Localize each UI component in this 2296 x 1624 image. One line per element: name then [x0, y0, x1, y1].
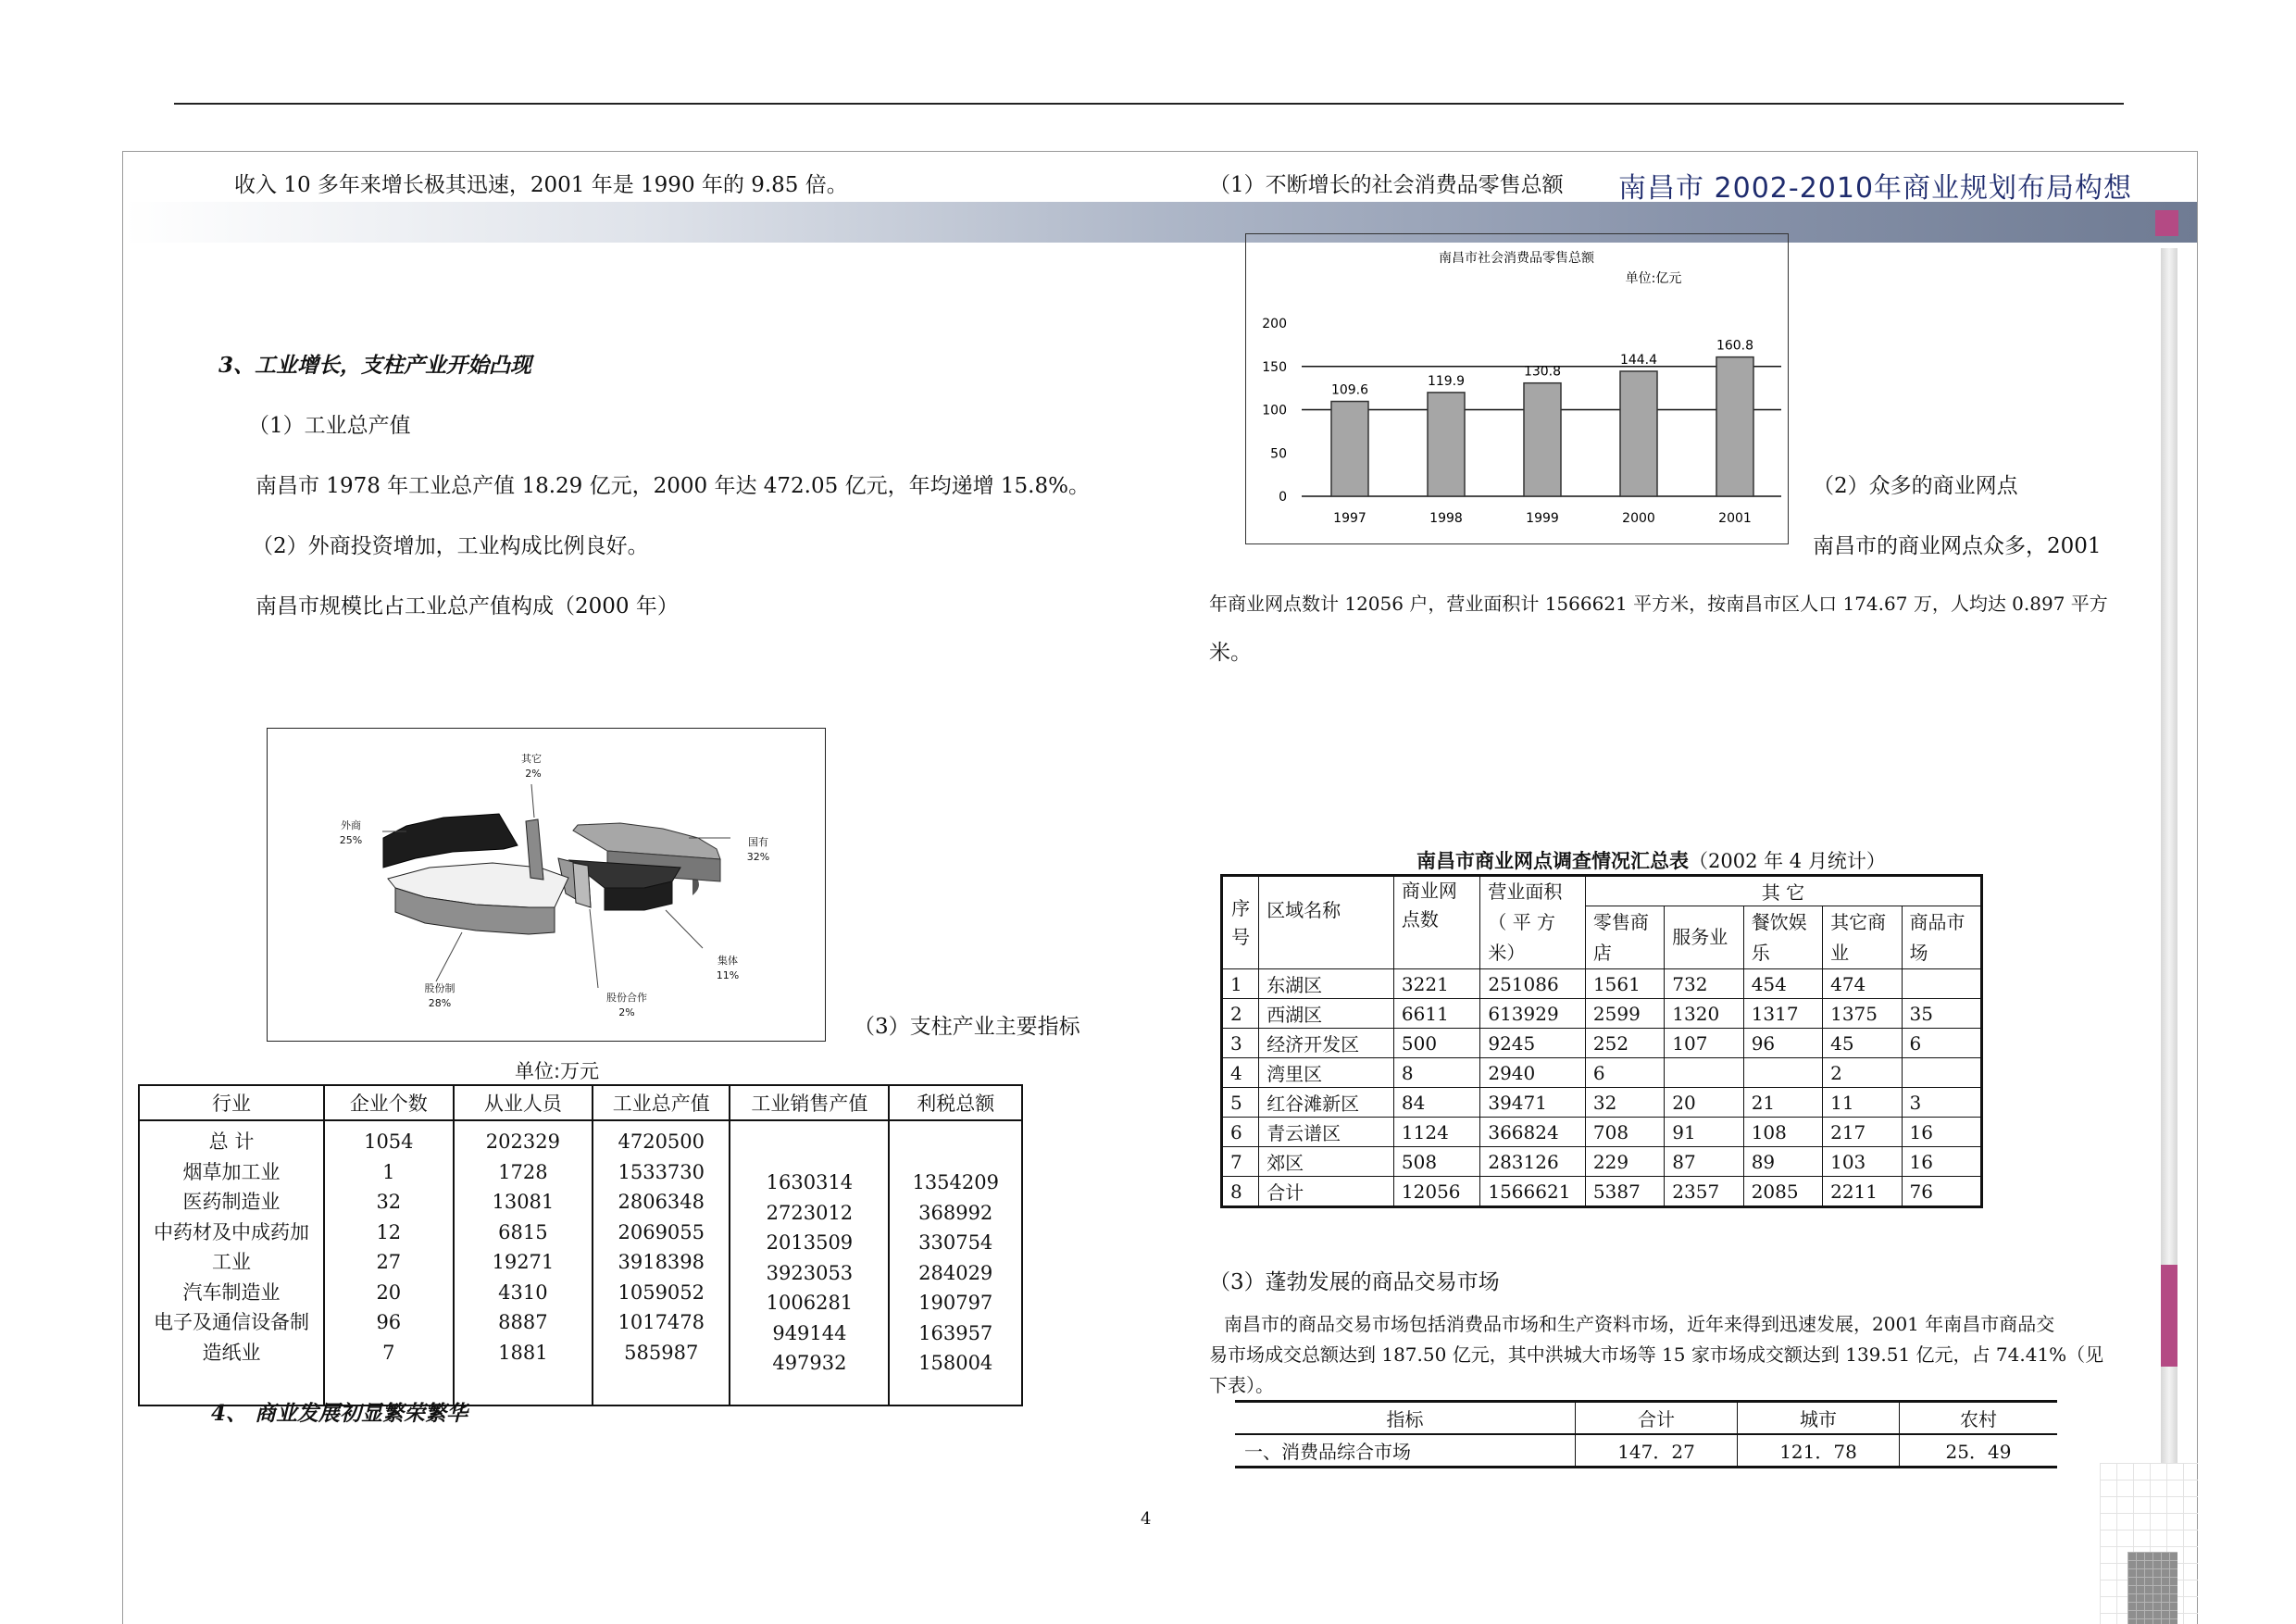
chart-y-tick-label: 50 — [1270, 446, 1287, 462]
net-cell: 91 — [1665, 1118, 1743, 1147]
pie-label-gufenzhi: 股份制 — [424, 982, 455, 994]
net-area-name: 湾里区 — [1259, 1058, 1394, 1088]
net-cell: 103 — [1823, 1147, 1902, 1177]
net-cell: 9245 — [1480, 1029, 1586, 1058]
net-cell: 1124 — [1393, 1118, 1479, 1147]
chart-unit: 单位:亿元 — [1625, 271, 1682, 286]
subheading-industrial-output: （1）工业总产值 — [248, 414, 411, 438]
enterprise-count: 12 — [376, 1220, 402, 1243]
pie-chart — [268, 729, 825, 1041]
chart-bar — [1331, 402, 1368, 496]
net-cell: 5 — [1222, 1088, 1259, 1118]
net-area-name: 红谷滩新区 — [1259, 1088, 1394, 1118]
net-cell: 84 — [1393, 1088, 1479, 1118]
chart-x-tick-label: 2001 — [1718, 511, 1752, 526]
net-cell: 1375 — [1823, 999, 1902, 1029]
paragraph-outlets-3: 米。 — [1209, 641, 1252, 665]
net-cell: 1 — [1222, 969, 1259, 999]
pie-leader-qita — [531, 784, 534, 818]
chart-data-label: 109.6 — [1330, 382, 1369, 398]
employee-count: 1881 — [498, 1341, 548, 1364]
employee-count: 19271 — [492, 1251, 555, 1273]
side-bar-accent — [2161, 1265, 2177, 1367]
chart-x-tick-label: 1997 — [1333, 511, 1366, 526]
net-cell: 4 — [1222, 1058, 1259, 1088]
net-table — [1220, 874, 1983, 1208]
pie-leader-gufenhezuo — [590, 909, 598, 988]
output-value: 2069055 — [618, 1220, 705, 1243]
chart-x-tick-label: 1998 — [1429, 511, 1463, 526]
chart-data-label: 130.8 — [1523, 364, 1562, 380]
net-cell: 108 — [1743, 1118, 1822, 1147]
paragraph-outlets-2: 年商业网点数计 12056 户，营业面积计 1566621 平方米，按南昌市区人口 174.67 万，人均达 0.897 平方 — [1209, 593, 2108, 615]
industry-name: 电子及通信设备制 — [153, 1311, 309, 1333]
output-value: 4720500 — [618, 1131, 705, 1153]
net-header-retail: 零售商店 — [1585, 906, 1664, 969]
enterprise-count: 1 — [382, 1160, 395, 1183]
tax-value: 190797 — [918, 1292, 993, 1314]
net-cell: 366824 — [1480, 1118, 1586, 1147]
net-cell: 1320 — [1665, 999, 1743, 1029]
net-cell: 1561 — [1585, 969, 1664, 999]
net-cell: 21 — [1743, 1088, 1822, 1118]
net-table-row — [1222, 1029, 1982, 1058]
pie-pct-gufenzhi: 28% — [428, 997, 452, 1009]
net-area-name: 经济开发区 — [1259, 1029, 1394, 1058]
net-cell — [1743, 1058, 1822, 1088]
corner-block — [2128, 1552, 2177, 1624]
employee-count: 6815 — [498, 1220, 548, 1243]
enterprise-count: 32 — [376, 1191, 402, 1213]
top-rule — [174, 103, 2124, 105]
industry-name: 汽车制造业 — [182, 1280, 281, 1304]
net-cell: 3 — [1222, 1029, 1259, 1058]
net-cell: 12056 — [1393, 1177, 1479, 1207]
net-table-row — [1222, 1177, 1982, 1207]
chart-y-tick-label: 100 — [1262, 403, 1287, 418]
output-value: 3918398 — [618, 1251, 705, 1273]
pie-leader-gufenzhi — [436, 932, 462, 981]
net-cell: 5387 — [1585, 1177, 1664, 1207]
header-band — [123, 202, 2197, 243]
chart-y-tick-label: 150 — [1262, 359, 1287, 375]
net-cell: 32 — [1585, 1088, 1664, 1118]
market-table — [1235, 1400, 2057, 1468]
net-cell: 45 — [1823, 1029, 1902, 1058]
net-cell: 3 — [1902, 1088, 1981, 1118]
output-value: 1017478 — [618, 1311, 705, 1333]
pie-slice-waishang — [383, 814, 518, 868]
net-cell: 2599 — [1585, 999, 1664, 1029]
net-area-name: 青云谱区 — [1259, 1118, 1394, 1147]
pie-label-gufenhezuo: 股份合作 — [606, 992, 647, 1004]
employee-count: 4310 — [498, 1280, 548, 1304]
header-output: 工业总产值 — [593, 1085, 730, 1120]
paragraph-markets-3: 下表）。 — [1209, 1374, 1274, 1396]
net-header-other-commerce: 其它商业 — [1823, 906, 1902, 969]
net-cell: 2211 — [1823, 1177, 1902, 1207]
tax-value: 284029 — [918, 1261, 993, 1284]
net-cell: 6 — [1222, 1118, 1259, 1147]
net-header-dining: 餐饮娱乐 — [1743, 906, 1822, 969]
net-cell: 107 — [1665, 1029, 1743, 1058]
net-table-row — [1222, 1058, 1982, 1088]
paragraph-industrial-output: 南昌市 1978 年工业总产值 18.29 亿元，2000 年达 472.05 亿元，年均递增 15.8%。 — [256, 474, 1090, 498]
tax-value: 330754 — [918, 1231, 993, 1254]
net-header-count: 商业网点数 — [1393, 876, 1479, 969]
pie-label-waishang: 外商 — [341, 819, 361, 831]
net-cell: 8 — [1222, 1177, 1259, 1207]
net-cell — [1902, 969, 1981, 999]
enterprise-count: 20 — [376, 1280, 402, 1304]
sales-value: 3923053 — [766, 1261, 854, 1284]
net-cell: 229 — [1585, 1147, 1664, 1177]
chart-y-tick-label: 0 — [1279, 490, 1287, 505]
chart-data-label: 160.8 — [1716, 338, 1754, 354]
industry-name: 造纸业 — [202, 1341, 261, 1364]
net-area-name: 郊区 — [1259, 1147, 1394, 1177]
net-cell: 1566621 — [1480, 1177, 1586, 1207]
pie-label-guoyou: 国有 — [748, 836, 768, 848]
net-area-name: 东湖区 — [1259, 969, 1394, 999]
industry-name: 工业 — [211, 1251, 251, 1273]
market-table-header — [1235, 1402, 2057, 1435]
chart-data-label: 119.9 — [1427, 373, 1466, 389]
market-table-row — [1235, 1434, 2057, 1468]
net-cell: 89 — [1743, 1147, 1822, 1177]
sales-value: 2013509 — [766, 1231, 854, 1254]
net-cell: 2940 — [1480, 1058, 1586, 1088]
industry-name: 中药材及中成药加 — [153, 1220, 309, 1243]
net-table-row — [1222, 969, 1982, 999]
paragraph-composition: 南昌市规模比占工业总产值构成（2000 年） — [256, 594, 679, 618]
employee-count: 13081 — [492, 1191, 555, 1213]
market-row-total: 147．27 — [1576, 1434, 1738, 1468]
net-header-markets: 商品市场 — [1902, 906, 1981, 969]
market-header-total: 合计 — [1576, 1402, 1738, 1435]
employee-count: 202329 — [485, 1131, 560, 1153]
net-cell: 16 — [1902, 1118, 1981, 1147]
header-industry: 行业 — [139, 1085, 324, 1120]
net-table-row — [1222, 1088, 1982, 1118]
market-row-city: 121．78 — [1738, 1434, 1900, 1468]
subheading-commercial-outlets: （2）众多的商业网点 — [1813, 474, 2018, 498]
net-cell: 2 — [1222, 999, 1259, 1029]
net-cell: 96 — [1743, 1029, 1822, 1058]
industry-name: 医药制造业 — [182, 1191, 281, 1213]
net-area-name: 合计 — [1259, 1177, 1394, 1207]
enterprise-count: 1054 — [364, 1131, 414, 1153]
subheading-foreign-investment: （2）外商投资增加，工业构成比例良好。 — [252, 534, 649, 558]
header-employees: 从业人员 — [454, 1085, 593, 1120]
net-cell — [1902, 1058, 1981, 1088]
sales-value: 2723012 — [766, 1201, 854, 1224]
pie-pct-guoyou: 32% — [746, 851, 770, 863]
net-cell: 251086 — [1480, 969, 1586, 999]
industry-name: 烟草加工业 — [182, 1160, 281, 1183]
net-cell: 732 — [1665, 969, 1743, 999]
net-cell: 76 — [1902, 1177, 1981, 1207]
chart-x-tick-label: 2000 — [1622, 511, 1655, 526]
section-3-heading: 3、工业增长，支柱产业开始凸现 — [218, 353, 532, 378]
pie-pct-waishang: 25% — [339, 834, 363, 846]
chart-bar — [1716, 357, 1753, 496]
section-4-heading: 4、 商业发展初显繁荣繁华 — [211, 1401, 468, 1426]
net-cell: 708 — [1585, 1118, 1664, 1147]
chart-bar — [1524, 383, 1561, 496]
net-table-row — [1222, 1118, 1982, 1147]
sales-value: 1630314 — [766, 1171, 854, 1193]
industry-name: 总 计 — [208, 1131, 255, 1153]
paragraph-outlets-1: 南昌市的商业网点众多，2001 — [1813, 534, 2102, 558]
industry-table-header — [139, 1085, 1022, 1120]
chart-bar — [1428, 393, 1465, 496]
enterprise-count: 27 — [376, 1251, 402, 1273]
net-cell: 6 — [1902, 1029, 1981, 1058]
net-table-title-text: 南昌市商业网点调查情况汇总表 — [1416, 850, 1689, 872]
chart-bar — [1620, 371, 1657, 496]
page-number: 4 — [1141, 1509, 1152, 1529]
net-cell: 16 — [1902, 1147, 1981, 1177]
net-cell: 2 — [1823, 1058, 1902, 1088]
output-value: 585987 — [624, 1341, 699, 1364]
net-header-service: 服务业 — [1665, 906, 1743, 969]
output-value: 1533730 — [618, 1160, 705, 1183]
net-area-name: 西湖区 — [1259, 999, 1394, 1029]
subheading-retail-sales: （1）不断增长的社会消费品零售总额 — [1209, 173, 1564, 197]
bar-chart-frame — [1245, 233, 1789, 544]
paragraph-markets-2: 易市场成交总额达到 187.50 亿元，其中洪城大市场等 15 家市场成交额达到 139.51 亿元，占 74.41%（见 — [1209, 1343, 2104, 1366]
net-header-space: 营业面积（ 平 方 米） — [1480, 876, 1586, 969]
header-tax: 利税总额 — [889, 1085, 1022, 1120]
pie-leader-jiti — [666, 910, 703, 948]
net-cell: 20 — [1665, 1088, 1743, 1118]
sales-value: 497932 — [772, 1352, 847, 1374]
net-cell: 3221 — [1393, 969, 1479, 999]
subheading-trade-markets: （3）蓬勃发展的商品交易市场 — [1209, 1270, 1500, 1294]
chart-data-label: 144.4 — [1619, 352, 1658, 368]
net-cell: 454 — [1743, 969, 1822, 999]
net-cell: 500 — [1393, 1029, 1479, 1058]
enterprise-count: 7 — [382, 1341, 395, 1364]
chart-x-tick-label: 1999 — [1526, 511, 1559, 526]
bar-chart — [1246, 234, 1788, 543]
market-header-city: 城市 — [1738, 1402, 1900, 1435]
net-cell: 6611 — [1393, 999, 1479, 1029]
header-enterprises: 企业个数 — [324, 1085, 454, 1120]
net-cell: 2085 — [1743, 1177, 1822, 1207]
industry-table-body — [139, 1120, 1022, 1405]
net-table-header-row-1 — [1222, 876, 1982, 906]
net-cell: 613929 — [1480, 999, 1586, 1029]
employee-count: 1728 — [498, 1160, 548, 1183]
net-table-title-note: （2002 年 4 月统计） — [1689, 850, 1886, 872]
net-cell: 2357 — [1665, 1177, 1743, 1207]
pie-chart-frame — [267, 728, 826, 1042]
net-cell: 283126 — [1480, 1147, 1586, 1177]
net-cell: 508 — [1393, 1147, 1479, 1177]
net-header-other: 其 它 — [1585, 876, 1981, 906]
net-table-body — [1222, 969, 1982, 1207]
employee-count: 8887 — [498, 1311, 548, 1333]
net-cell: 39471 — [1480, 1088, 1586, 1118]
net-cell: 252 — [1585, 1029, 1664, 1058]
output-value: 2806348 — [618, 1191, 705, 1213]
tax-value: 158004 — [918, 1352, 993, 1374]
paragraph-income: 收入 10 多年来增长极其迅速，2001 年是 1990 年的 9.85 倍。 — [234, 173, 848, 197]
sales-value: 1006281 — [766, 1292, 854, 1314]
net-table-title — [1416, 846, 1886, 874]
header-accent — [2155, 210, 2178, 236]
tax-value: 368992 — [918, 1201, 993, 1224]
net-header-seq: 序号 — [1222, 876, 1259, 969]
net-cell: 1317 — [1743, 999, 1822, 1029]
output-value: 1059052 — [618, 1280, 705, 1304]
tax-value: 1354209 — [912, 1171, 999, 1193]
market-row-rural: 25．49 — [1945, 1441, 2012, 1463]
market-header-rural: 农村 — [1960, 1408, 1997, 1430]
tax-value: 163957 — [918, 1321, 993, 1344]
pie-pct-qita: 2% — [525, 768, 542, 780]
net-table-row — [1222, 1147, 1982, 1177]
header-sales: 工业销售产值 — [730, 1085, 889, 1120]
header-title: 南昌市 2002-2010年商业规划布局构想 — [1618, 172, 2133, 205]
pie-label-qita: 其它 — [521, 753, 542, 765]
pie-label-jiti: 集体 — [718, 955, 738, 967]
paragraph-markets-1: 南昌市的商品交易市场包括消费品市场和生产资料市场，近年来得到迅速发展，2001 年南昌市商品交 — [1224, 1313, 2055, 1335]
enterprise-count: 96 — [376, 1311, 402, 1333]
net-cell: 7 — [1222, 1147, 1259, 1177]
sales-value: 949144 — [772, 1321, 847, 1344]
net-cell: 11 — [1823, 1088, 1902, 1118]
net-cell: 217 — [1823, 1118, 1902, 1147]
subheading-pillar-industries: （3）支柱产业主要指标 — [854, 1015, 1080, 1039]
industry-table-unit: 单位:万元 — [515, 1060, 600, 1082]
pie-pct-gufenhezuo: 2% — [618, 1006, 635, 1018]
net-table-row — [1222, 999, 1982, 1029]
industry-table — [138, 1084, 1023, 1406]
net-header-area: 区域名称 — [1259, 876, 1394, 969]
pie-pct-jiti: 11% — [716, 969, 740, 981]
market-row-name: 一、消费品综合市场 — [1235, 1434, 1576, 1468]
net-cell: 8 — [1393, 1058, 1479, 1088]
net-cell — [1665, 1058, 1743, 1088]
pie-slice-gufenhezuo-edge — [573, 863, 591, 907]
net-cell: 35 — [1902, 999, 1981, 1029]
net-cell: 474 — [1823, 969, 1902, 999]
net-cell: 87 — [1665, 1147, 1743, 1177]
net-cell: 6 — [1585, 1058, 1664, 1088]
chart-title: 南昌市社会消费品零售总额 — [1439, 251, 1594, 266]
chart-y-tick-label: 200 — [1262, 317, 1287, 331]
market-header-indicator: 指标 — [1235, 1402, 1576, 1435]
